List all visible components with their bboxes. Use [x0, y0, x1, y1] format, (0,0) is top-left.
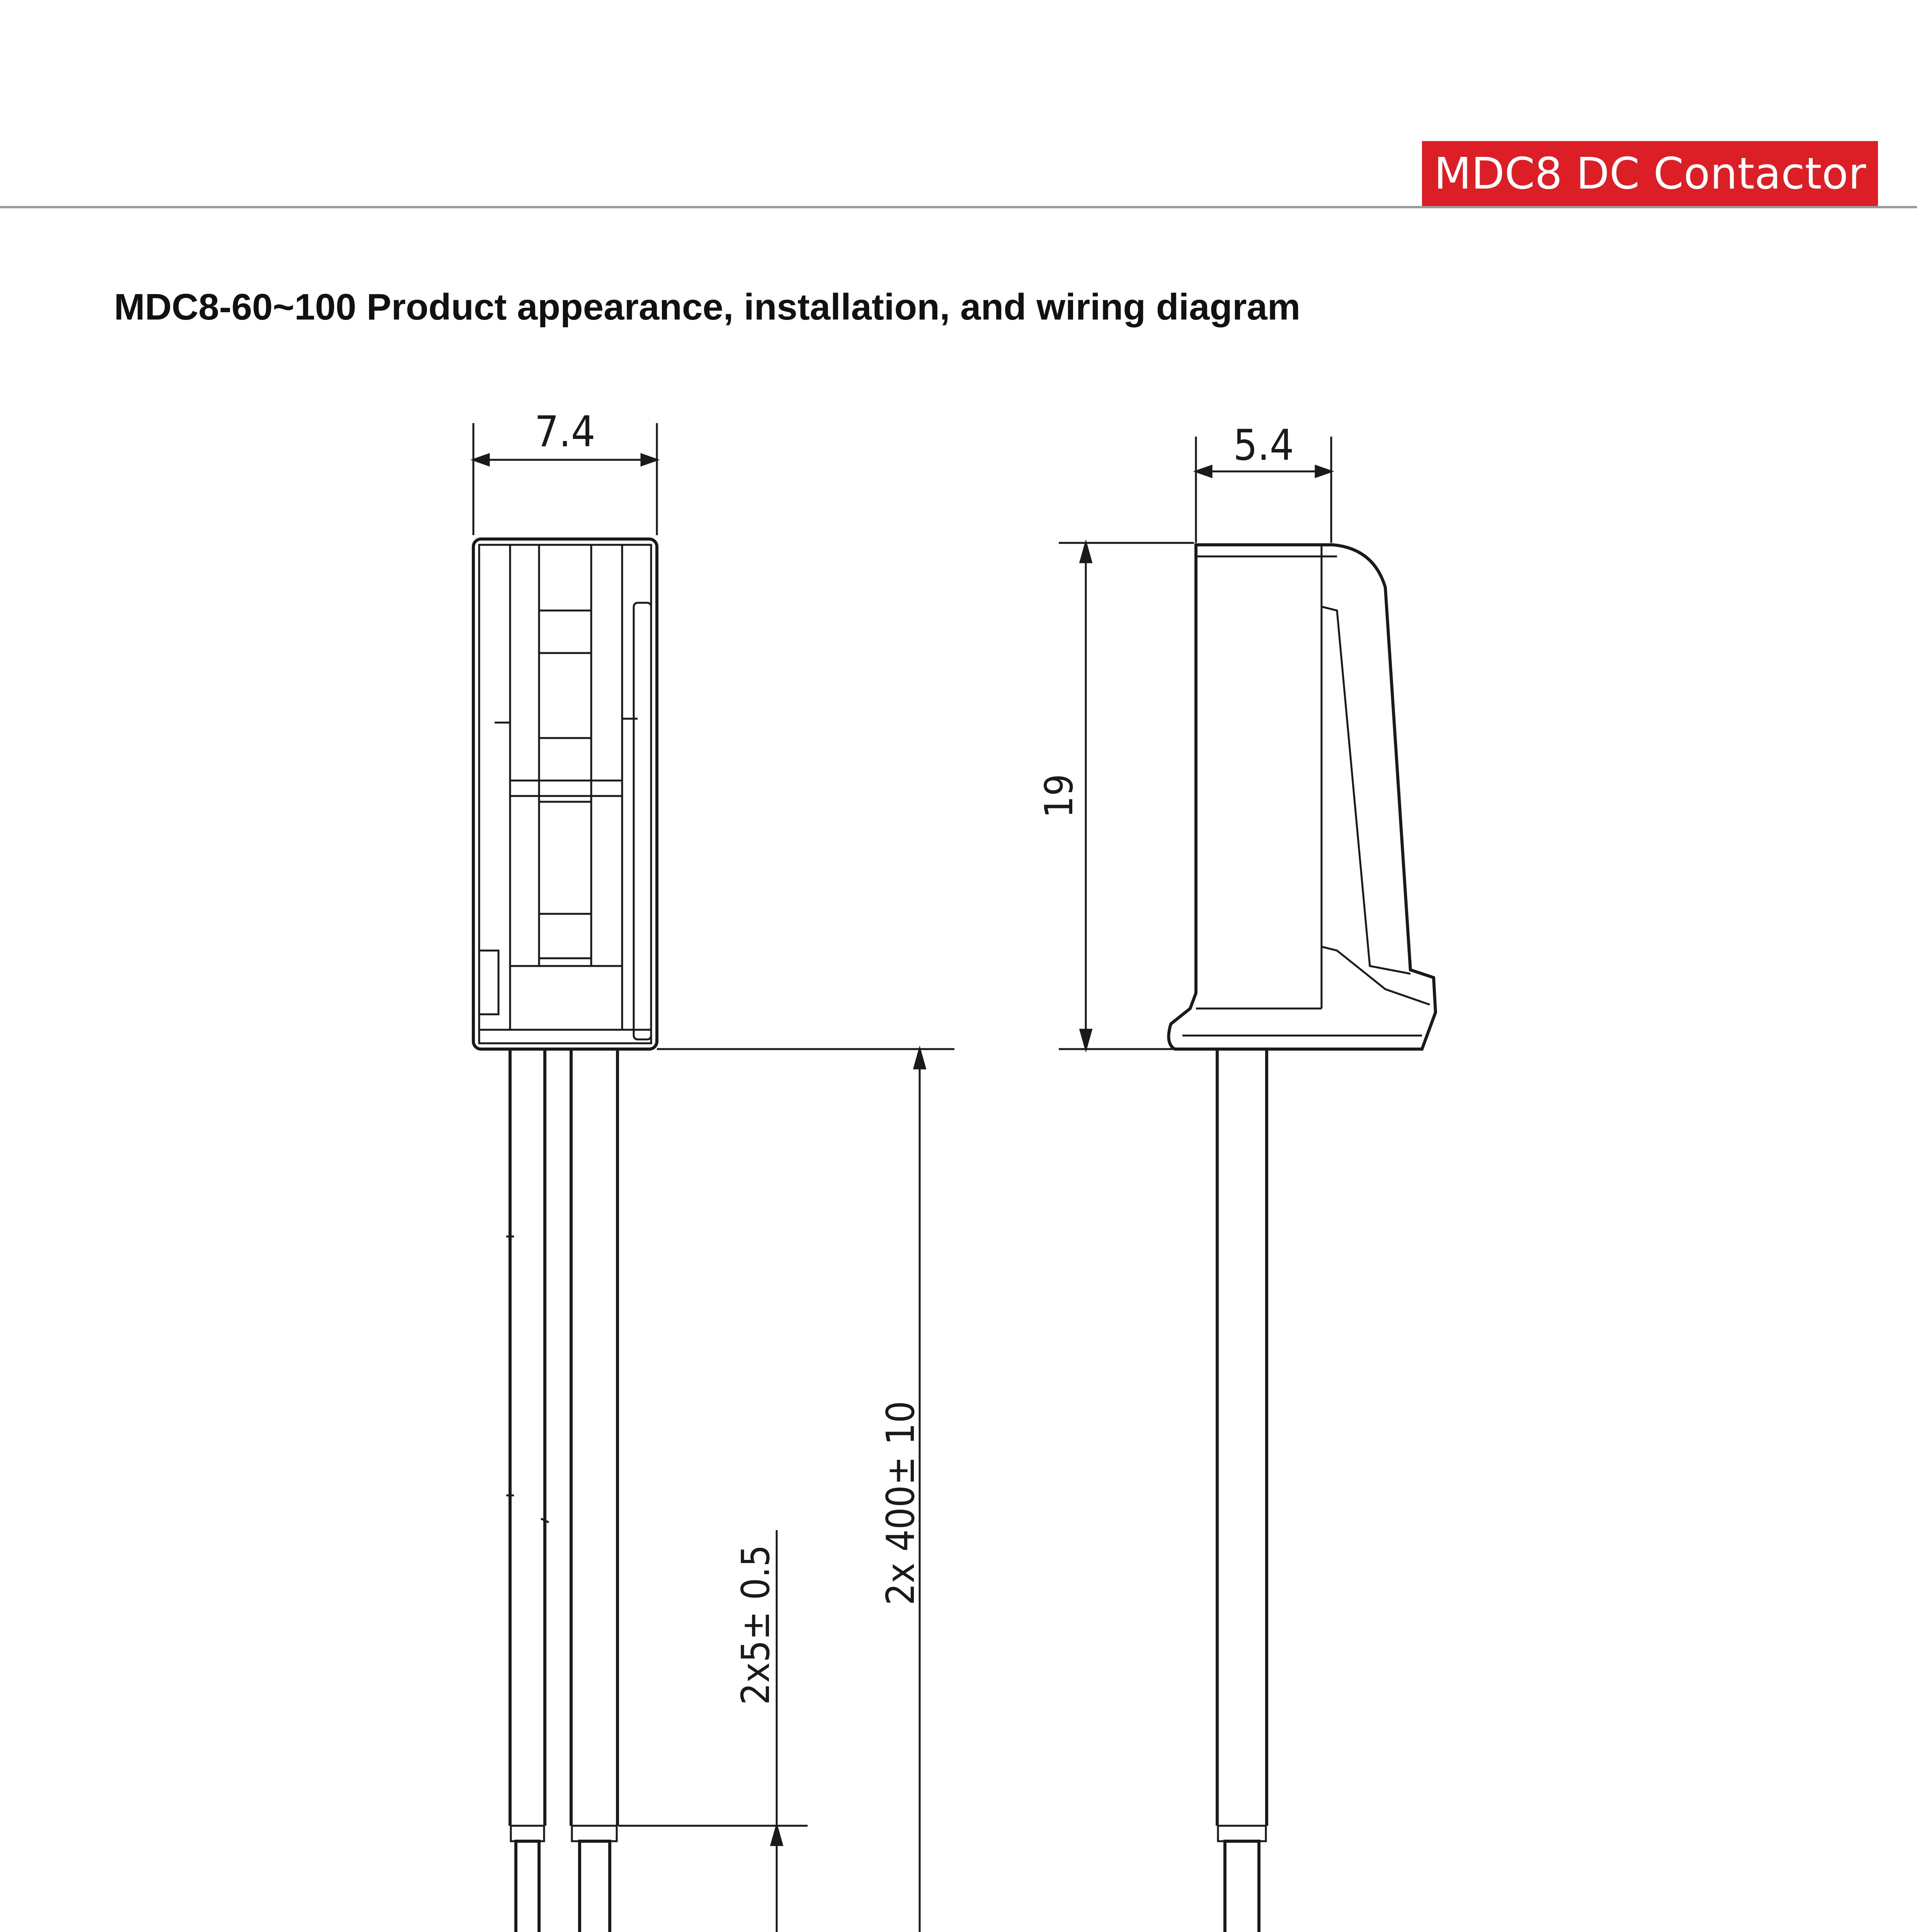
section-title: MDC8-60~100 Product appearance, installation, and wiring diagram — [114, 286, 1301, 328]
front-width-label: 7.4 — [534, 407, 595, 456]
front-wire-right — [571, 1049, 617, 1932]
header-title: MDC8 DC Contactor — [1434, 149, 1866, 199]
front-view — [473, 539, 657, 1932]
height-label: 19 — [1036, 774, 1082, 818]
strip-length-label: 2x5± 0.5 — [733, 1544, 778, 1705]
side-body-outline — [1169, 545, 1436, 1049]
side-view — [1169, 545, 1436, 1932]
front-body-outline — [473, 539, 657, 1049]
lead-length-label: 2x 400± 10 — [878, 1401, 923, 1605]
dimension-strip-length — [618, 1530, 808, 1932]
side-width-label: 5.4 — [1233, 420, 1294, 470]
side-wire — [1217, 1049, 1267, 1932]
front-wire-left — [510, 1049, 545, 1932]
